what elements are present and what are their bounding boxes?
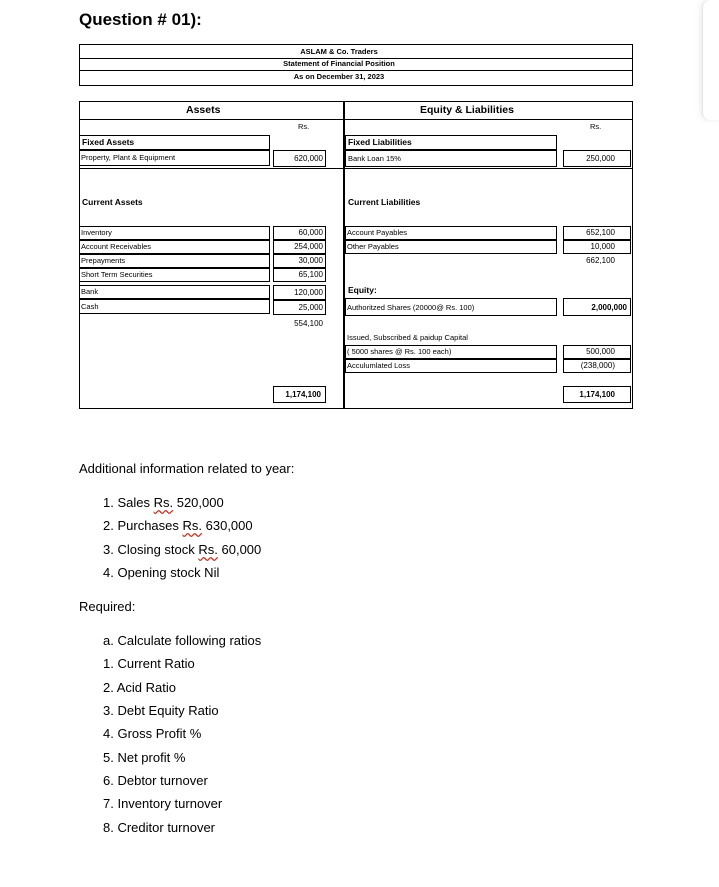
ratio-item: 1. Current Ratio bbox=[103, 656, 195, 671]
asset-label: Bank bbox=[81, 287, 99, 296]
current-assets-subtotal: 554,100 bbox=[294, 319, 323, 328]
additional-item: 4. Opening stock Nil bbox=[103, 565, 220, 580]
additional-heading: Additional information related to year: bbox=[79, 461, 295, 476]
liability-value: 10,000 bbox=[590, 242, 615, 251]
asset-value: 25,000 bbox=[298, 303, 323, 312]
liability-value: 652,100 bbox=[586, 228, 615, 237]
asset-label: Short Term Securities bbox=[81, 270, 153, 279]
asset-row-cell bbox=[79, 285, 270, 299]
asset-value: 30,000 bbox=[298, 256, 323, 265]
assets-header: Assets bbox=[186, 104, 221, 116]
liability-label: Account Payables bbox=[347, 228, 408, 237]
statement-date: As on December 31, 2023 bbox=[293, 72, 385, 81]
asset-label: Inventory bbox=[81, 228, 112, 237]
liability-label: Other Payables bbox=[347, 242, 399, 251]
ppe-value: 620,000 bbox=[294, 154, 323, 163]
ratio-item: 3. Debt Equity Ratio bbox=[103, 703, 219, 718]
equity-heading: Equity: bbox=[348, 285, 377, 295]
issued-detail: ( 5000 shares @ Rs. 100 each) bbox=[347, 347, 452, 356]
header-row-line bbox=[79, 119, 633, 120]
question-title: Question # 01): bbox=[79, 10, 202, 29]
statement-name: Statement of Financial Position bbox=[283, 59, 395, 68]
authorized-value: 2,000,000 bbox=[591, 303, 627, 312]
fixed-assets-heading: Fixed Assets bbox=[82, 137, 135, 147]
header-divider bbox=[79, 70, 633, 71]
fixed-liabilities-heading: Fixed Liabilities bbox=[348, 137, 412, 147]
current-assets-heading: Current Assets bbox=[82, 197, 143, 207]
current-liabilities-subtotal: 662,100 bbox=[586, 256, 615, 265]
additional-item: 2. Purchases Rs. 630,000 bbox=[103, 518, 253, 533]
bank-loan-label: Bank Loan 15% bbox=[348, 154, 401, 163]
currency-left: Rs. bbox=[298, 122, 310, 131]
ratio-item: 8. Creditor turnover bbox=[103, 820, 216, 835]
asset-row-cell bbox=[79, 299, 270, 314]
additional-item: 3. Closing stock Rs. 60,000 bbox=[103, 542, 262, 557]
issued-label: Issued, Subscribed & paidup Capital bbox=[347, 333, 468, 342]
asset-value: 65,100 bbox=[298, 270, 323, 279]
total-assets: 1,174,100 bbox=[285, 390, 321, 399]
asset-label: Cash bbox=[81, 302, 99, 311]
asset-label: Account Receivables bbox=[81, 242, 152, 251]
asset-value: 120,000 bbox=[294, 288, 323, 297]
loss-label: Acculumlated Loss bbox=[347, 361, 410, 370]
company-name: ASLAM & Co. Traders bbox=[300, 47, 378, 56]
issued-value: 500,000 bbox=[586, 347, 615, 356]
asset-label: Prepayments bbox=[81, 256, 126, 265]
required-sub: a. Calculate following ratios bbox=[103, 633, 262, 648]
required-heading: Required: bbox=[79, 599, 136, 614]
currency-right: Rs. bbox=[590, 122, 602, 131]
total-equity-liabilities: 1,174,100 bbox=[579, 390, 615, 399]
current-liabilities-heading: Current Liabilities bbox=[348, 197, 421, 207]
ratio-item: 7. Inventory turnover bbox=[103, 796, 223, 811]
section-line bbox=[79, 168, 343, 169]
ratio-item: 5. Net profit % bbox=[103, 750, 186, 765]
loss-value: (238,000) bbox=[580, 361, 615, 370]
asset-value: 254,000 bbox=[294, 242, 323, 251]
additional-item: 1. Sales Rs. 520,000 bbox=[103, 495, 224, 510]
authorized-label: Authoritzed Shares (20000@ Rs. 100) bbox=[347, 303, 475, 312]
ratio-item: 2. Acid Ratio bbox=[103, 680, 176, 695]
equity-liabilities-header: Equity & Liabilities bbox=[420, 104, 514, 116]
ppe-label: Property, Plant & Equipment bbox=[81, 153, 176, 162]
ratio-item: 6. Debtor turnover bbox=[103, 773, 208, 788]
page-corner-edge bbox=[702, 0, 719, 120]
asset-value: 60,000 bbox=[298, 228, 323, 237]
ratio-item: 4. Gross Profit % bbox=[103, 726, 202, 741]
bank-loan-value: 250,000 bbox=[586, 154, 615, 163]
section-line bbox=[345, 168, 633, 169]
